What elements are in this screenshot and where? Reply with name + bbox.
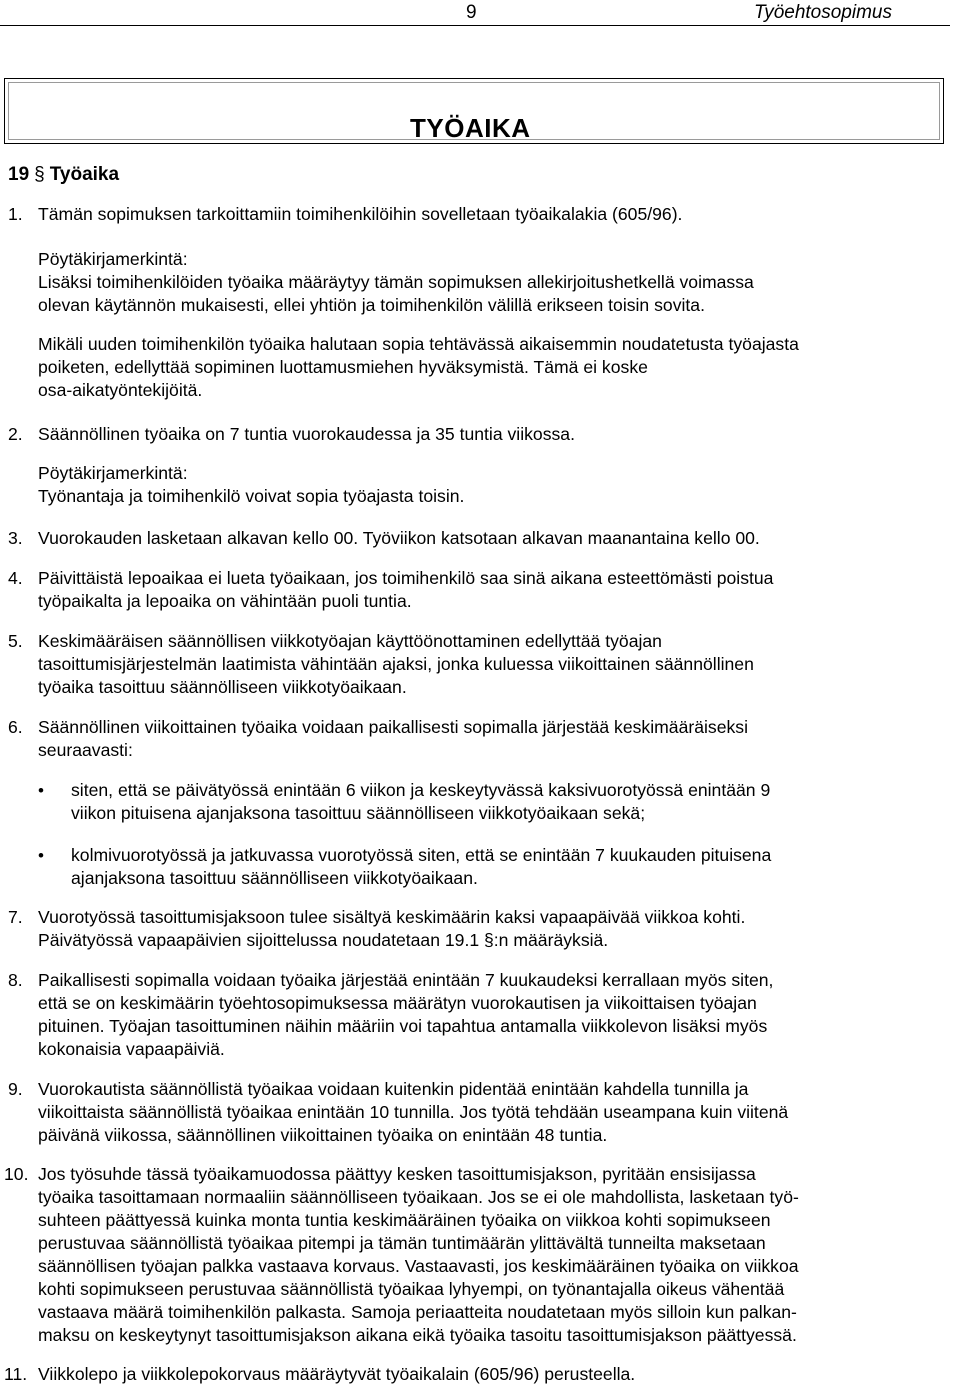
protocol-note-label: Pöytäkirjamerkintä: — [38, 249, 188, 269]
item-number: 10. — [4, 1164, 29, 1184]
document-title: Työehtosopimus — [754, 2, 892, 23]
item-number: 9. — [8, 1079, 23, 1099]
item-number: 1. — [8, 204, 23, 224]
item-8-text: Paikallisesti sopimalla voidaan työaika järjestää enintään 7 kuukaudeksi kerrallaan myös siten, että se on keskimäärin työehtosopimuksessa määrätyn vuorokautisen ja viikoittaisen työajan pituinen. Työajan tasoittuminen näihin määriin voi tapahtua antamalla viikkolevon lisäksi myös kokonaisia vapaapäiviä. — [38, 970, 774, 1059]
item-number: 4. — [8, 568, 23, 588]
section-number: 19 — [8, 164, 30, 185]
item-11-text: Viikkolepo ja viikkolepokorvaus määräytyvät työaikalain (605/96) perusteella. — [38, 1364, 636, 1384]
item-9-text: Vuorokautista säännöllistä työaikaa voidaan kuitenkin pidentää enintään kahdella tunnilla ja viikoittaista säännöllistä työaikaa enintään 10 tunnilla. Jos työtä tehdään useampana kuin viitenä päivänä viikossa, säännöllinen viikoittainen työaika on enintään 48 tuntia. — [38, 1079, 789, 1145]
item-number: 8. — [8, 970, 23, 990]
page-number: 9 — [466, 2, 477, 23]
item-3-text: Vuorokauden lasketaan alkavan kello 00. Työviikon katsotaan alkavan maanantaina kello 00. — [38, 528, 760, 548]
section-name: Työaika — [49, 164, 120, 185]
section-heading — [8, 164, 119, 186]
protocol-note-1: Pöytäkirjamerkintä: Lisäksi toimihenkilöiden työaika määräytyy tämän sopimuksen allekirjoitushetkellä voimassa olevan käytännön mukaisesti, ellei yhtiön ja toimihenkilön välillä erikseen toisin sovita. — [38, 249, 754, 315]
chapter-title: TYÖAIKA — [410, 113, 531, 143]
bullet-item: siten, että se päivätyössä enintään 6 viikon ja keskeytyvässä kaksivuorotyössä enintään 9 viikon pituisena ajanjaksona tasoittuu säännölliseen viikkotyöaikaan sekä; — [71, 780, 771, 823]
item-number: 6. — [8, 717, 23, 737]
item-6-text: Säännöllinen viikoittainen työaika voidaan paikallisesti sopimalla järjestää keskimääräiseksi seuraavasti: — [38, 717, 748, 760]
protocol-note-2: Pöytäkirjamerkintä: Työnantaja ja toimihenkilö voivat sopia työajasta toisin. — [38, 463, 465, 506]
item-number: 2. — [8, 424, 23, 444]
item-4-text: Päivittäistä lepoaikaa ei lueta työaikaan, jos toimihenkilö saa sinä aikana esteettömästi poistua työpaikalta ja lepoaika on vähintään puoli tuntia. — [38, 568, 774, 611]
bullet-icon: • — [38, 781, 44, 800]
protocol-note-1-continued: Mikäli uuden toimihenkilön työaika halutaan sopia tehtävässä aikaisemmin noudatetusta työajasta poiketen, edellyttää sopiminen luottamusmiehen hyväksymistä. Tämä ei koske osa-aikatyöntekijöitä. — [38, 334, 799, 400]
bullet-icon: • — [38, 846, 44, 865]
item-number: 5. — [8, 631, 23, 651]
header-rule — [0, 25, 950, 26]
item-5-text: Keskimääräisen säännöllisen viikkotyöajan käyttöönottaminen edellyttää työajan tasoittumisjärjestelmän laatimista vähintään ajaksi, jonka kuluessa viikoittainen säännöllinen työaika tasoittuu säännölliseen viikkotyöaikaan. — [38, 631, 754, 697]
item-2-text: Säännöllinen työaika on 7 tuntia vuorokaudessa ja 35 tuntia viikossa. — [38, 424, 575, 444]
item-10-text: Jos työsuhde tässä työaikamuodossa päättyy kesken tasoittumisjakson, pyritään ensisijassa työaika tasoittamaan normaaliin säännölliseen työaikaan. Jos se ei ole mahdollista, lasketaan työ- suhteen päättyessä kuinka monta tuntia keskimääräinen työaika on viikkoa kohti sopimukseen perustuvaa säännöllistä työaikaa pitempi ja tämän tuntimäärän ylittävältä tunneilta maksetaan säännöllisen työajan palkka vastaava korvaus. Vastaavasti, jos keskimääräinen työaika on viikkoa kohti sopimukseen perustuvaa säännöllistä työaikaa lyhyempi, on työnantajalla oikeus vähentää vastaava määrä toimihenkilön palkasta. Samoja periaatteita noudatetaan myös silloin kun palkan- maksu on keskeytynyt tasoittumisjakson aikana eikä työaika tasoitu tasoittumisjakson päättyessä. — [38, 1164, 799, 1345]
bullet-item: kolmivuorotyössä ja jatkuvassa vuorotyössä siten, että se enintään 7 kuukauden pituisena ajanjaksona tasoittuu säännölliseen viikkotyöaikaan. — [71, 845, 772, 888]
item-1-text: Tämän sopimuksen tarkoittamiin toimihenkilöihin sovelletaan työaikalakia (605/96). — [38, 204, 683, 224]
item-number: 11. — [4, 1364, 28, 1384]
section-symbol: § — [34, 164, 45, 185]
item-number: 3. — [8, 528, 23, 548]
item-7-text: Vuorotyössä tasoittumisjaksoon tulee sisältyä keskimäärin kaksi vapaapäivää viikkoa kohti. Päivätyössä vapaapäivien sijoittelussa noudatetaan 19.1 §:n määräyksiä. — [38, 907, 746, 950]
protocol-note-label: Pöytäkirjamerkintä: — [38, 463, 188, 483]
item-number: 7. — [8, 907, 23, 927]
